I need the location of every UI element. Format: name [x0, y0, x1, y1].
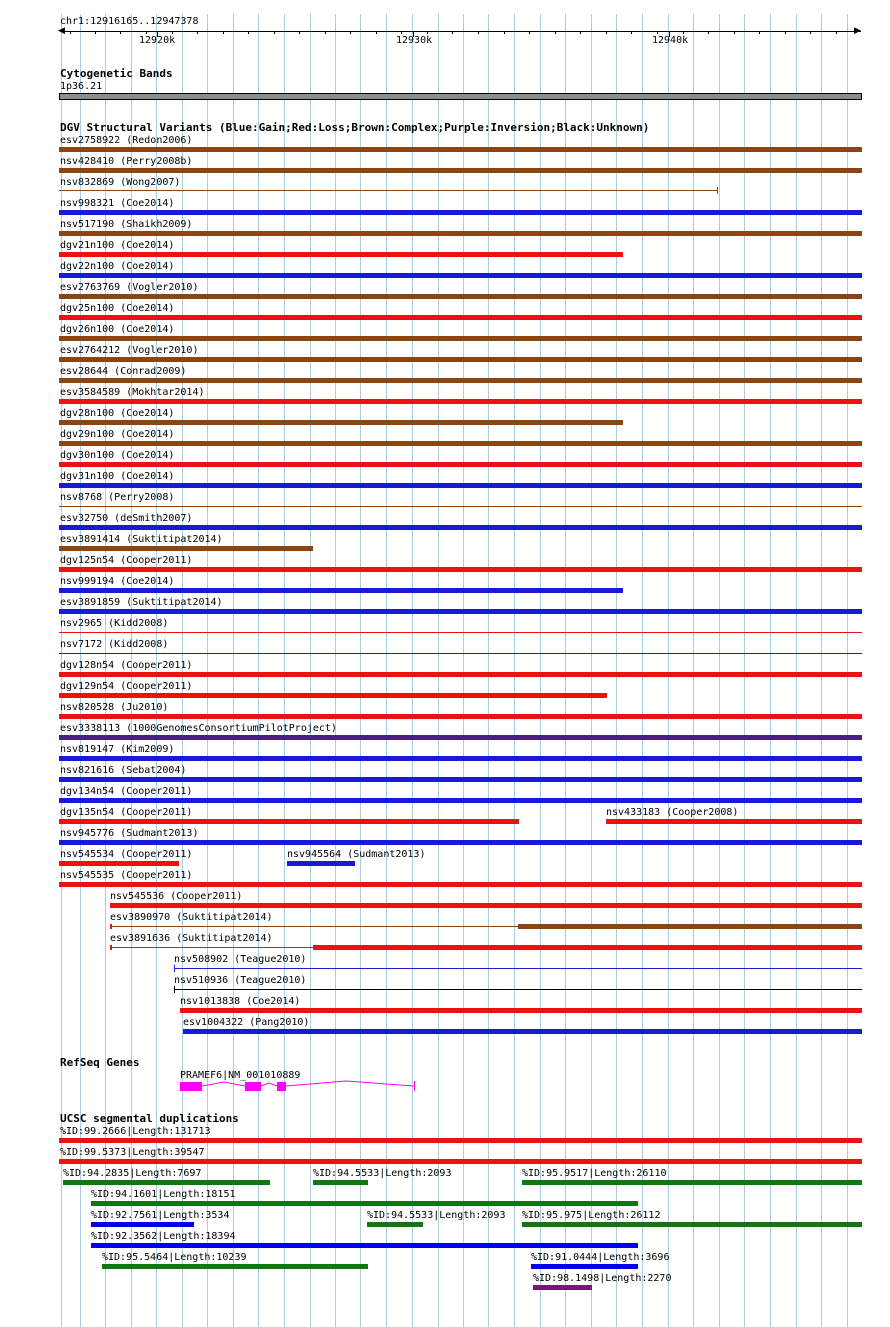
track-title-cytogenetic-bands: Cytogenetic Bands	[60, 67, 173, 80]
segdup-feature-label: %ID:95.5464|Length:10239	[102, 1252, 247, 1263]
track-title-segmental-duplications: UCSC segmental duplications	[60, 1112, 239, 1125]
dgv-feature-label: dgv125n54 (Cooper2011)	[60, 555, 193, 566]
segdup-feature-bar[interactable]	[91, 1222, 194, 1227]
segdup-feature-label: %ID:99.2666|Length:131713	[60, 1126, 211, 1137]
segdup-feature-label: %ID:92.3562|Length:18394	[91, 1231, 236, 1242]
dgv-feature-label: esv32750 (deSmith2007)	[60, 513, 193, 524]
gene-label: PRAMEF6|NM_001010889	[180, 1070, 301, 1081]
gene-exon	[245, 1082, 261, 1091]
dgv-feature-label: dgv30n100 (Coe2014)	[60, 450, 175, 461]
dgv-feature-label: dgv26n100 (Coe2014)	[60, 324, 175, 335]
ruler-right-arrow-icon[interactable]: ▶	[854, 26, 861, 36]
ruler-range-label: chr1:12916165..12947378	[60, 16, 199, 27]
ruler-tick-label: 12930k	[396, 35, 433, 46]
segdup-feature-bar[interactable]	[313, 1180, 368, 1185]
gene-intron	[202, 1082, 245, 1086]
segdup-feature-bar[interactable]	[63, 1180, 270, 1185]
dgv-feature-label: dgv31n100 (Coe2014)	[60, 471, 175, 482]
segdup-feature-label: %ID:94.5533|Length:2093	[367, 1210, 506, 1221]
dgv-feature-label: esv2758922 (Redon2006)	[60, 135, 193, 146]
dgv-feature-label: nsv832869 (Wong2007)	[60, 177, 181, 188]
segdup-feature-label: %ID:98.1498|Length:2270	[533, 1273, 672, 1284]
gene-exon	[180, 1082, 202, 1091]
dgv-feature-label: dgv135n54 (Cooper2011)	[60, 807, 193, 818]
dgv-feature-label: esv3891636 (Suktitipat2014)	[110, 933, 273, 944]
segdup-feature-bar[interactable]	[91, 1243, 638, 1248]
segdup-feature-bar[interactable]	[522, 1222, 862, 1227]
segdup-feature-bar[interactable]	[59, 1159, 862, 1164]
segdup-feature-bar[interactable]	[533, 1285, 592, 1290]
gene-intron	[286, 1081, 414, 1086]
dgv-feature-label: nsv545536 (Cooper2011)	[110, 891, 243, 902]
dgv-feature-label: nsv2965 (Kidd2008)	[60, 618, 169, 629]
dgv-feature-label: dgv22n100 (Coe2014)	[60, 261, 175, 272]
ruler-tick-label: 12940k	[652, 35, 689, 46]
dgv-feature-label: nsv508902 (Teague2010)	[174, 954, 307, 965]
dgv-feature-label: nsv820528 (Ju2010)	[60, 702, 169, 713]
dgv-feature-label: nsv999194 (Coe2014)	[60, 576, 175, 587]
segdup-feature-label: %ID:99.5373|Length:39547	[60, 1147, 205, 1158]
segdup-feature-label: %ID:94.5533|Length:2093	[313, 1168, 452, 1179]
gene-end-tick	[414, 1081, 415, 1091]
gene-exon	[277, 1082, 286, 1091]
dgv-feature-label: nsv821616 (Sebat2004)	[60, 765, 187, 776]
dgv-feature-label: esv3338113 (1000GenomesConsortiumPilotProject)	[60, 723, 337, 734]
dgv-feature-label: esv3891414 (Suktitipat2014)	[60, 534, 223, 545]
dgv-feature-label: nsv510936 (Teague2010)	[174, 975, 307, 986]
dgv-feature-label: dgv134n54 (Cooper2011)	[60, 786, 193, 797]
segdup-feature-label: %ID:92.7561|Length:3534	[91, 1210, 230, 1221]
dgv-feature-label: nsv7172 (Kidd2008)	[60, 639, 169, 650]
dgv-feature-label: esv28644 (Conrad2009)	[60, 366, 187, 377]
dgv-feature-label: nsv428410 (Perry2008b)	[60, 156, 193, 167]
dgv-feature-label: esv2763769 (Vogler2010)	[60, 282, 199, 293]
segdup-feature-bar[interactable]	[91, 1201, 638, 1206]
track-title-refseq-genes: RefSeq Genes	[60, 1056, 140, 1069]
track-title-dgv: DGV Structural Variants (Blue:Gain;Red:Loss;Brown:Complex;Purple:Inversion;Black:Unknown)	[60, 121, 650, 134]
dgv-feature-label: nsv517190 (Shaikh2009)	[60, 219, 193, 230]
dgv-feature-label: esv3890970 (Suktitipat2014)	[110, 912, 273, 923]
dgv-feature-label: esv2764212 (Vogler2010)	[60, 345, 199, 356]
dgv-feature-label: dgv29n100 (Coe2014)	[60, 429, 175, 440]
dgv-feature-label: nsv819147 (Kim2009)	[60, 744, 175, 755]
segdup-feature-label: %ID:94.1601|Length:18151	[91, 1189, 236, 1200]
dgv-feature-label: nsv545534 (Cooper2011)	[60, 849, 193, 860]
ruler-tick-label: 12920k	[139, 35, 176, 46]
dgv-feature-label: nsv998321 (Coe2014)	[60, 198, 175, 209]
dgv-feature-label: dgv128n54 (Cooper2011)	[60, 660, 193, 671]
segdup-feature-label: %ID:91.0444|Length:3696	[531, 1252, 670, 1263]
segdup-feature-bar[interactable]	[522, 1180, 862, 1185]
dgv-feature-label: dgv21n100 (Coe2014)	[60, 240, 175, 251]
dgv-feature-label: nsv545535 (Cooper2011)	[60, 870, 193, 881]
dgv-feature-label: nsv8768 (Perry2008)	[60, 492, 175, 503]
gene-introns	[202, 1081, 414, 1086]
dgv-feature-label: esv3584589 (Mokhtar2014)	[60, 387, 205, 398]
dgv-feature-label: dgv129n54 (Cooper2011)	[60, 681, 193, 692]
segdup-feature-label: %ID:95.975|Length:26112	[522, 1210, 661, 1221]
segdup-feature-bar[interactable]	[531, 1264, 638, 1269]
dgv-feature-label: nsv433183 (Cooper2008)	[606, 807, 739, 818]
segdup-feature-bar[interactable]	[102, 1264, 368, 1269]
segdup-feature-label: %ID:94.2835|Length:7697	[63, 1168, 202, 1179]
dgv-feature-label: esv1004322 (Pang2010)	[183, 1017, 310, 1028]
dgv-feature-label: esv3891859 (Suktitipat2014)	[60, 597, 223, 608]
gene-intron	[261, 1083, 277, 1086]
dgv-feature-label: nsv945776 (Sudmant2013)	[60, 828, 199, 839]
segdup-feature-label: %ID:95.9517|Length:26110	[522, 1168, 667, 1179]
segdup-feature-bar[interactable]	[59, 1138, 862, 1143]
dgv-feature-label: nsv1013838 (Coe2014)	[180, 996, 301, 1007]
segdup-feature-bar[interactable]	[367, 1222, 423, 1227]
ruler-left-arrow-icon[interactable]: ◀	[58, 26, 65, 36]
dgv-feature-label: nsv945564 (Sudmant2013)	[287, 849, 426, 860]
cytoband-label: 1p36.21	[60, 81, 103, 92]
dgv-feature-label: dgv28n100 (Coe2014)	[60, 408, 175, 419]
dgv-feature-label: dgv25n100 (Coe2014)	[60, 303, 175, 314]
